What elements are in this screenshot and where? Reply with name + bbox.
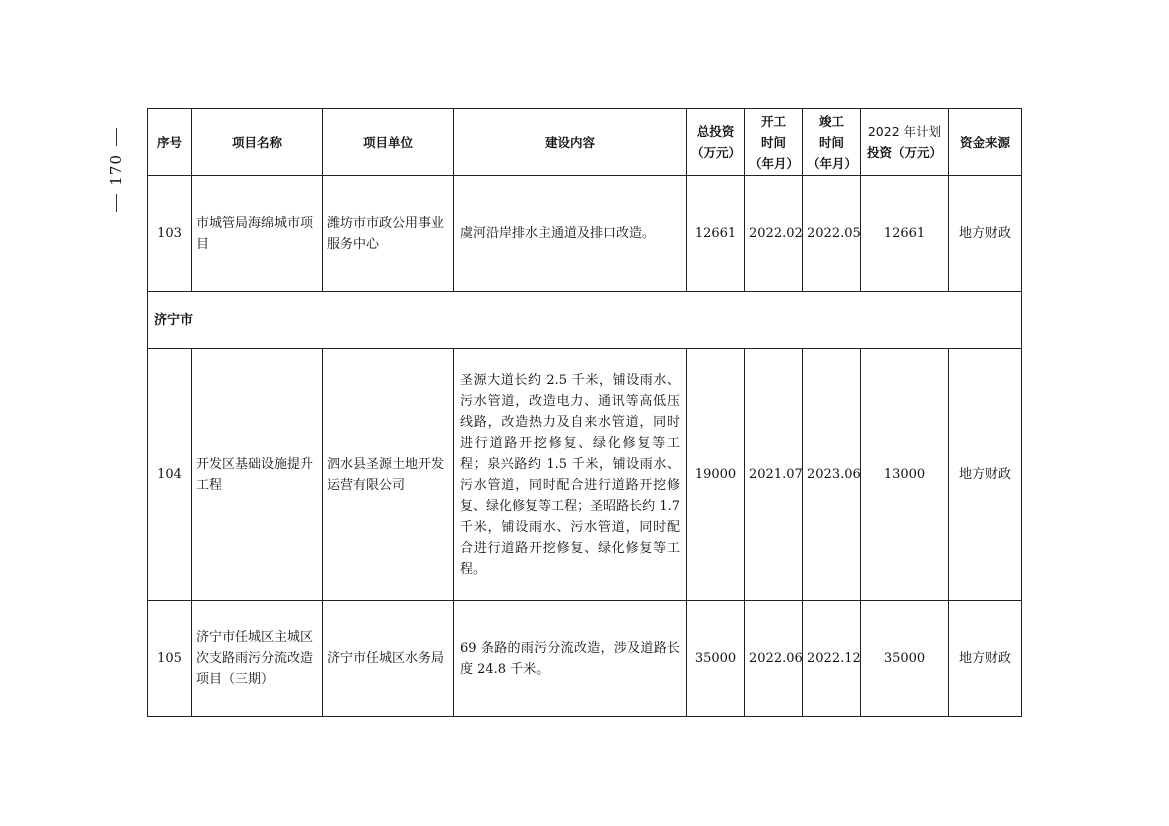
- cell-start: 2022.06: [745, 601, 803, 717]
- cell-start: 2021.07: [745, 349, 803, 601]
- cell-name: 市城管局海绵城市项目: [192, 176, 323, 292]
- header-plan: [861, 109, 949, 176]
- header-unit: 项目单位: [323, 109, 454, 176]
- cell-unit: 济宁市任城区水务局: [323, 601, 454, 717]
- cell-seq: 103: [148, 176, 192, 292]
- header-start-line3: （年月）: [749, 155, 800, 171]
- cell-seq: 104: [148, 349, 192, 601]
- page-number: [104, 128, 128, 212]
- group-label: 济宁市: [148, 292, 1022, 349]
- cell-start: 2022.02: [745, 176, 803, 292]
- header-start-line1: 开工: [760, 113, 786, 129]
- cell-unit: 潍坊市市政公用事业服务中心: [323, 176, 454, 292]
- table-row: [148, 601, 1022, 717]
- header-total-line1: 总投资: [696, 124, 735, 139]
- header-total-line2: （万元）: [691, 145, 742, 160]
- header-end-line3: （年月）: [807, 155, 858, 171]
- cell-seq: 105: [148, 601, 192, 717]
- cell-content: 虞河沿岸排水主通道及排口改造。: [454, 176, 687, 292]
- cell-plan: 35000: [861, 601, 949, 717]
- table-row: [148, 176, 1022, 292]
- table-header-row: [148, 109, 1022, 176]
- page-number-dash-bottom: [116, 194, 117, 212]
- cell-total: 35000: [687, 601, 745, 717]
- header-plan-line1: 2022 年计划: [867, 124, 942, 139]
- header-end: [803, 109, 861, 176]
- header-plan-line2: 投资（万元）: [866, 145, 942, 160]
- cell-source: 地方财政: [949, 349, 1022, 601]
- cell-plan: 13000: [861, 349, 949, 601]
- cell-end: 2022.12: [803, 601, 861, 717]
- page-number-text: 170: [107, 154, 125, 186]
- cell-total: 19000: [687, 349, 745, 601]
- page-number-dash-top: [116, 128, 117, 146]
- cell-plan: 12661: [861, 176, 949, 292]
- header-start: [745, 109, 803, 176]
- cell-name: 济宁市任城区主城区次支路雨污分流改造项目（三期）: [192, 601, 323, 717]
- header-end-line2: 时间: [818, 134, 844, 150]
- cell-end: 2022.05: [803, 176, 861, 292]
- table-row: [148, 349, 1022, 601]
- cell-content: 圣源大道长约 2.5 千米，铺设雨水、污水管道，改造电力、通讯等高低压线路，改造热力及自来水管道，同时进行道路开挖修复、绿化修复等工程；泉兴路约 1.5 千米，铺设雨水、污水管道，同时配合进行道路开挖修复、绿化修复等工程；圣昭路长约 1.7 千米，铺设雨水、污水管道，同时配合进行道路开挖修复、绿化修复等工程。: [454, 349, 687, 601]
- project-table: [147, 108, 1022, 717]
- cell-total: 12661: [687, 176, 745, 292]
- header-source: 资金来源: [949, 109, 1022, 176]
- header-name: 项目名称: [192, 109, 323, 176]
- cell-unit: 泗水县圣源土地开发运营有限公司: [323, 349, 454, 601]
- header-end-line1: 竣工: [818, 113, 844, 129]
- group-row: [148, 292, 1022, 349]
- cell-source: 地方财政: [949, 601, 1022, 717]
- header-total: [687, 109, 745, 176]
- header-content: 建设内容: [454, 109, 687, 176]
- cell-source: 地方财政: [949, 176, 1022, 292]
- cell-end: 2023.06: [803, 349, 861, 601]
- cell-content: 69 条路的雨污分流改造，涉及道路长度 24.8 千米。: [454, 601, 687, 717]
- cell-name: 开发区基础设施提升工程: [192, 349, 323, 601]
- header-start-line2: 时间: [760, 134, 786, 150]
- header-seq: 序号: [148, 109, 192, 176]
